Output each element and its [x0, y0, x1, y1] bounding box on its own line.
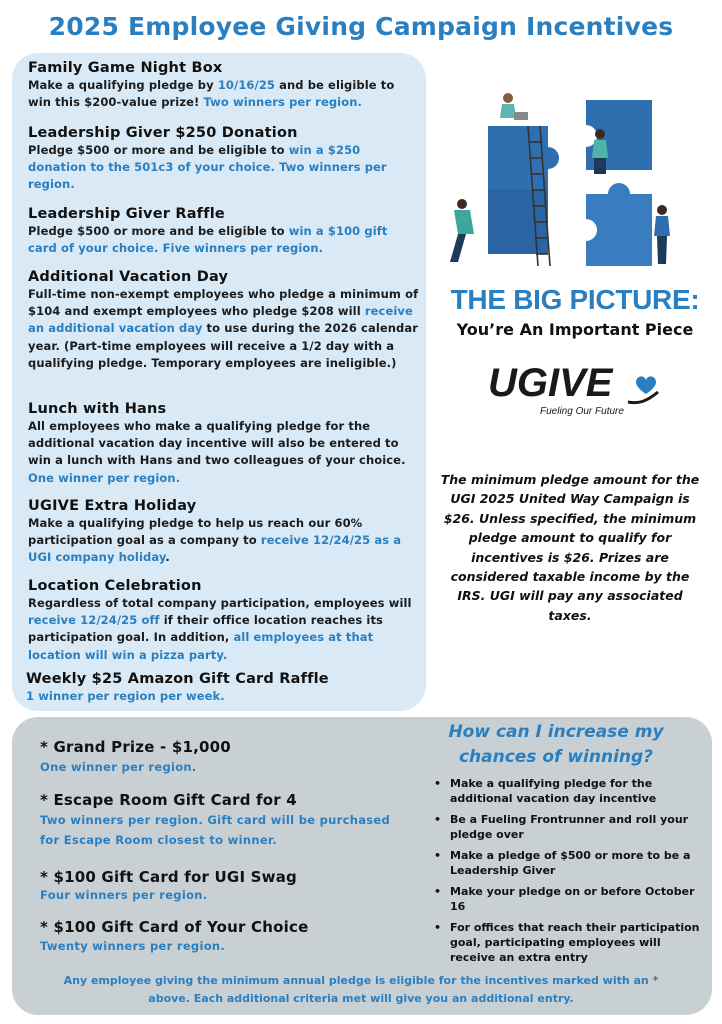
prize-description: Two winners per region. Gift card will be purchased for Escape Room closest to winner.: [40, 813, 391, 847]
list-item: • Make a qualifying pledge for the additional vacation day incentive: [434, 777, 657, 805]
prize-description: Twenty winners per region.: [40, 939, 226, 953]
incentive-title: Leadership Giver $250 Donation: [28, 125, 298, 141]
incentive-description: Pledge $500 or more and be eligible to win a $250 donation to the 501c3 of your choice. Two winners per region.: [28, 143, 387, 192]
incentive-vacation-day: [28, 268, 426, 372]
incentive-title: Weekly $25 Amazon Gift Card Raffle: [26, 671, 329, 687]
incentive-leadership-donation: [28, 124, 426, 194]
incentive-extra-holiday: [28, 497, 426, 567]
incentive-title: Lunch with Hans: [28, 401, 167, 417]
prize-description: One winner per region.: [40, 760, 197, 774]
incentive-description: Full-time non-exempt employees who pledge a minimum of $104 and exempt employees who pledge $208 will receive an additional vacation day to use during the 2026 calendar year. (Part-time employees will receive a 1/2 day with a qualifying pledge. Temporary employees are ineligible.): [28, 287, 419, 370]
prize-title: * Grand Prize - $1,000: [40, 738, 231, 756]
hand-icon: [628, 392, 658, 403]
incentive-description: 1 winner per region per week.: [26, 689, 225, 703]
list-item: • Make a pledge of $500 or more to be a Leadership Giver: [434, 849, 691, 877]
incentive-location-celebration: [28, 577, 426, 664]
svg-text:Fueling Our Future: Fueling Our Future: [540, 406, 624, 417]
incentive-title: Location Celebration: [28, 578, 202, 594]
list-item: • For offices that reach their participation goal, participating employees will receive an extra entry: [434, 921, 700, 964]
incentive-leadership-raffle: [28, 205, 426, 257]
svg-text:UGIVE: UGIVE: [488, 362, 613, 405]
prize-title: * $100 Gift Card for UGI Swag: [40, 868, 297, 886]
page-title: 2025 Employee Giving Campaign Incentives: [48, 12, 674, 41]
list-item: • Make your pledge on or before October 16: [434, 885, 695, 913]
prize-ugi-swag: [40, 867, 420, 903]
tips-list: [432, 776, 708, 971]
incentive-description: Make a qualifying pledge by 10/16/25 and be eligible to win this $200-value prize! Two winners per region.: [28, 78, 395, 110]
incentive-title: Family Game Night Box: [28, 60, 223, 76]
how-to-win-heading: How can I increase my chances of winning?: [448, 722, 664, 767]
incentive-description: Make a qualifying pledge to help us reach our 60% participation goal as a company to receive 12/24/25 as a UGI company holiday.: [28, 516, 402, 565]
eligibility-footer: Any employee giving the minimum annual pledge is eligible for the incentives marked with an * above. Each additional criteria met will give you an additional entry.: [63, 974, 659, 1005]
incentive-description: Pledge $500 or more and be eligible to win a $100 gift card of your choice. Five winners per region.: [28, 224, 388, 256]
bullet-icon: •: [434, 885, 442, 898]
incentive-family-game-night: [28, 59, 426, 111]
puzzle-team-illustration: [436, 86, 686, 282]
incentive-amazon-raffle: [26, 670, 424, 705]
prize-title: * $100 Gift Card of Your Choice: [40, 918, 309, 936]
bullet-icon: •: [434, 921, 442, 934]
incentive-lunch-with-hans: [28, 400, 426, 487]
prize-title: * Escape Room Gift Card for 4: [40, 791, 297, 809]
bullet-icon: •: [434, 813, 442, 826]
incentive-title: Additional Vacation Day: [28, 269, 229, 285]
incentive-title: Leadership Giver Raffle: [28, 206, 225, 222]
headline: THE BIG PICTURE:: [450, 284, 700, 315]
prize-grand: [40, 737, 420, 777]
heart-icon: [636, 376, 656, 394]
bullet-icon: •: [434, 849, 442, 862]
minimum-pledge-note: The minimum pledge amount for the UGI 2025 United Way Campaign is $26. Unless specified, the minimum pledge amount to qualify for incentives is $26. Prizes are considered taxable income by the IRS. UGI will pay any associated taxes.: [440, 472, 700, 623]
incentive-title: UGIVE Extra Holiday: [28, 498, 197, 514]
incentives-panel: [12, 53, 426, 711]
list-item: • Be a Fueling Frontrunner and roll your pledge over: [434, 813, 689, 841]
ugive-logo: [488, 362, 668, 422]
prize-description: Four winners per region.: [40, 888, 208, 902]
prize-escape-room: [40, 790, 402, 850]
prize-gift-card-choice: [40, 917, 420, 955]
incentive-description: Regardless of total company participation, employees will receive 12/24/25 off if their office location reaches its participation goal. In addition, all employees at that location will win a pizza party.: [28, 596, 412, 662]
incentive-description: All employees who make a qualifying pledge for the additional vacation day incentive will also be entered to win a lunch with Hans and two colleagues of your choice. One winner per region.: [28, 419, 406, 485]
bullet-icon: •: [434, 777, 442, 790]
subheadline: You’re An Important Piece: [456, 320, 694, 339]
